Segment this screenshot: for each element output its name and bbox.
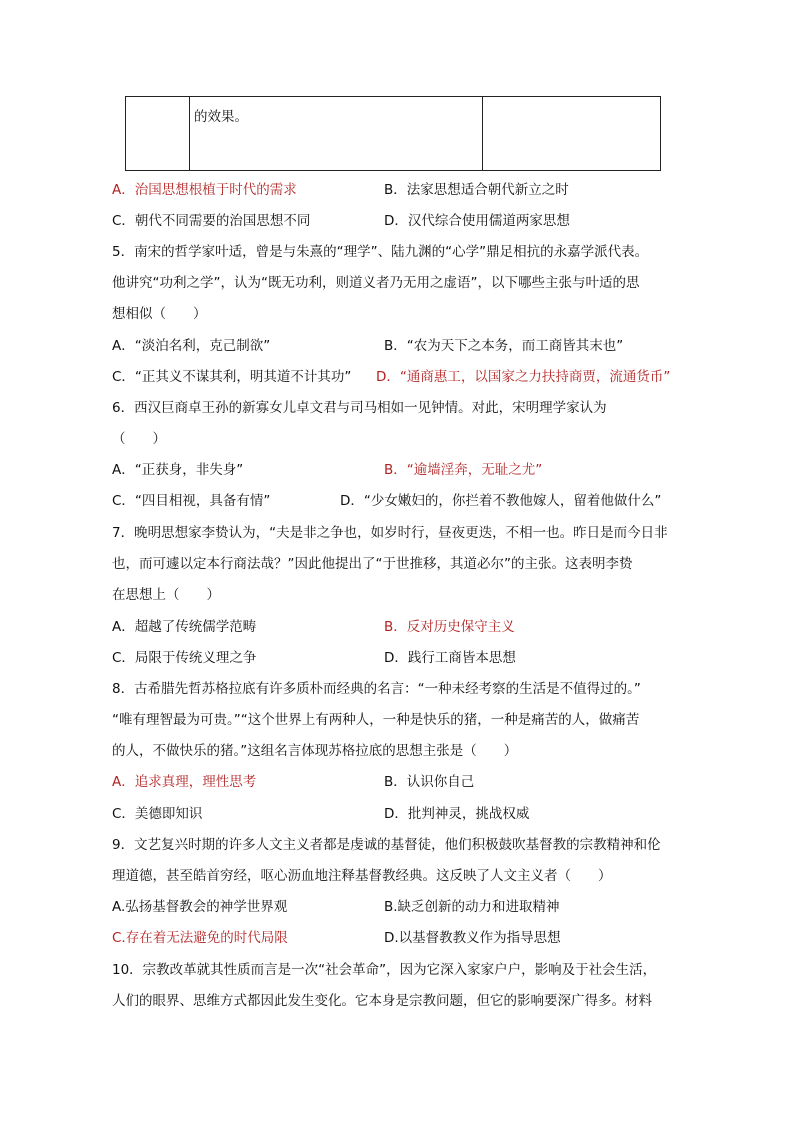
q8-option-c: C．美德即知识 [112,806,203,822]
q9-option-a: A.弘扬基督教会的神学世界观 [112,899,288,915]
q5-stem-line: 他讲究“功利之学”，认为“既无功利，则道义者乃无用之虚语”，以下哪些主张与叶适的思 [112,275,640,291]
q5-option-d: D．“通商惠工，以国家之力扶持商贾，流通货币” [376,369,671,385]
q4-option-d: D．汉代综合使用儒道两家思想 [384,213,570,229]
q5-option-c: C．“正其义不谋其利，明其道不计其功” [112,369,352,385]
q6-stem-line: 6．西汉巨商卓王孙的新寡女儿卓文君与司马相如一见钟情。对此，宋明理学家认为 [112,400,607,416]
q6-option-b: B．“逾墙淫奔，无耻之尤” [384,462,543,478]
q9-stem-line: 9．文艺复兴时期的许多人文主义者都是虔诚的基督徒，他们积极鼓吹基督教的宗教精神和伦 [112,837,661,853]
q9-option-b: B.缺乏创新的动力和进取精神 [384,899,560,915]
table-column-divider [482,97,483,170]
q10-stem-line: 10．宗教改革就其性质而言是一次“社会革命”，因为它深入家家户户，影响及于社会生活， [112,962,657,978]
q8-option-a: A．追求真理，理性思考 [112,774,257,790]
q9-option-d: D.以基督教教义作为指导思想 [384,930,561,946]
q7-option-d: D．践行工商皆本思想 [384,650,516,666]
q5-option-a: A．“淡泊名利，克己制欲” [112,338,271,354]
q5-stem-line: 5．南宋的哲学家叶适，曾是与朱熹的“理学”、陆九渊的“心学”鼎足相抗的永嘉学派代表。 [112,244,649,260]
q4-option-c: C．朝代不同需要的治国思想不同 [112,213,311,229]
q8-option-b: B．认识你自己 [384,774,475,790]
q5-option-b: B．“农为天下之本务，而工商皆其末也” [384,338,624,354]
table-fragment [125,96,661,171]
q7-stem-line: 也，而可遽以定本行商法哉？”因此他提出了“于世推移，其道必尔”的主张。这表明李贽 [112,556,633,572]
q6-option-d: D．“少女嫩妇的，你拦着不教他嫁人，留着他做什么” [340,493,662,509]
q5-stem-line: 想相似（ ） [112,306,207,322]
q8-stem-line: “唯有理智最为可贵。”“这个世界上有两种人，一种是快乐的猪，一种是痛苦的人，做痛苦 [112,712,640,728]
table-column-divider [189,97,190,170]
q7-option-a: A．超越了传统儒学范畴 [112,619,257,635]
q4-option-b: B．法家思想适合朝代新立之时 [384,182,569,198]
q9-stem-line: 理道德，甚至皓首穷经，呕心沥血地注释基督教经典。这反映了人文主义者（ ） [112,868,612,884]
q9-option-c: C.存在着无法避免的时代局限 [112,930,288,946]
q7-option-c: C．局限于传统义理之争 [112,650,257,666]
q6-option-a: A．“正获身，非失身” [112,462,244,478]
q8-option-d: D．批判神灵，挑战权威 [384,806,530,822]
table-cell-text: 的效果。 [194,109,248,125]
q8-stem-line: 的人，不做快乐的猪。”这组名言体现苏格拉底的思想主张是（ ） [112,743,518,759]
q10-stem-line: 人们的眼界、思维方式都因此发生变化。它本身是宗教问题，但它的影响要深广得多。材料 [112,993,652,1009]
q6-option-c: C．“四目相视，具备有情” [112,493,271,509]
q8-stem-line: 8．古希腊先哲苏格拉底有许多质朴而经典的名言：“一种未经考察的生活是不值得过的。” [112,681,641,697]
q7-stem-line: 在思想上（ ） [112,587,220,603]
q4-option-a: A．治国思想根植于时代的需求 [112,182,297,198]
q6-stem-line: （ ） [112,431,166,447]
q7-option-b: B．反对历史保守主义 [384,619,515,635]
q7-stem-line: 7．晚明思想家李贽认为，“夫是非之争也，如岁时行，昼夜更迭，不相一也。昨日是而今日非 [112,525,668,541]
